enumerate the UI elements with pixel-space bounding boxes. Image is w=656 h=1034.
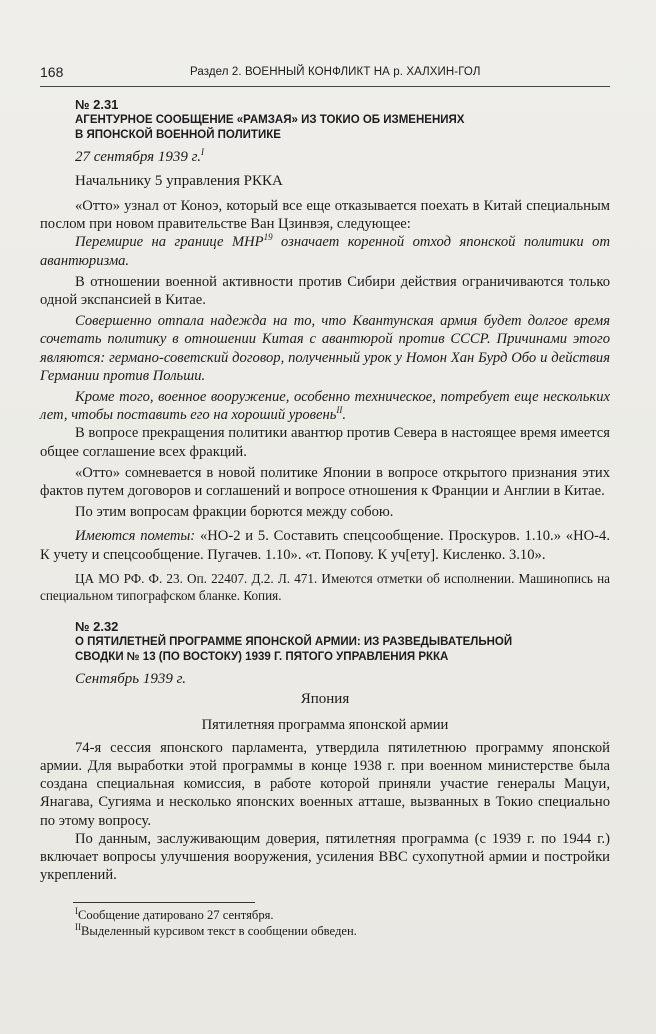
doc-231-title-line2: В ЯПОНСКОЙ ВОЕННОЙ ПОЛИТИКЕ <box>75 129 281 141</box>
doc-231-paragraph-1: «Отто» узнал от Коноэ, который все еще отказывается поехать в Китай специальным послом при новом правительстве Ван Цзинвэя, следующее: <box>40 198 610 233</box>
doc-232-paragraph-2: По данным, заслуживающим доверия, пятилетняя программа (с 1939 г. по 1944 г.) включает вопросы улучшения вооружения, усиления ВВС сухопутной армии и постройки укреплений. <box>40 830 610 884</box>
doc-231-date <box>75 147 610 167</box>
doc-231-paragraph-2 <box>40 233 610 269</box>
doc-231-p5-text: Кроме того, военное вооружение, особенно техническое, потребует еще нескольких лет, чтобы поставить его на хороший уровень <box>40 389 610 424</box>
doc-231-date-text: 27 сентября 1939 г. <box>75 149 202 165</box>
doc-231-title-line1: АГЕНТУРНОЕ СООБЩЕНИЕ «РАМЗАЯ» ИЗ ТОКИО ОБ ИЗМЕНЕНИЯХ <box>75 114 465 126</box>
page-content <box>40 96 610 884</box>
footnote-ref-1: I <box>201 147 205 157</box>
doc-231-notes-text: «НО-2 и 5. Составить спецсообщение. Проскуров. 1.10.» «НО-4. К учету и спецсообщение. Пугачев. 1.10». «т. Попову. К уч[ету]. Кисленко. 3.10». <box>40 528 610 563</box>
doc-231-paragraph-6: В вопросе прекращения политики авантюр против Севера в настоящее время имеется общее соглашение всех фракций. <box>40 425 610 460</box>
doc-231-paragraph-3: В отношении военной активности против Сибири действия ограничиваются только одной экспансией в Китае. <box>40 273 610 309</box>
page-header <box>40 64 610 87</box>
doc-231-notes-label: Имеются пометы: <box>75 528 196 545</box>
footnote-1 <box>75 907 610 923</box>
doc-231-paragraph-5: Кроме того, военное вооружение, особенно техническое, потребует еще нескольких лет, чтобы поставить его на хороший уровень$^{II}$. <box>40 389 610 424</box>
doc-231-archive-reference: ЦА МО РФ. Ф. 23. Оп. 22407. Д.2. Л. 471. Имеются отметки об исполнении. Машинопись на специальном типографском бланке. Копия. <box>40 570 610 603</box>
doc-231-p2-text-a: Перемирие на границе МНР <box>75 234 264 251</box>
doc-232-number: № 2.32 <box>75 618 119 634</box>
doc-232-title-line1: О ПЯТИЛЕТНЕЙ ПРОГРАММЕ ЯПОНСКОЙ АРМИИ: ИЗ РАЗВЕДЫВАТЕЛЬНОЙ <box>75 635 513 648</box>
footnote-2-mark: II <box>75 921 81 932</box>
doc-231-number: № 2.31 <box>75 97 119 112</box>
doc-232-title-line2: СВОДКИ № 13 (ПО ВОСТОКУ) 1939 Г. ПЯТОГО УПРАВЛЕНИЯ РККА <box>75 650 449 663</box>
doc-232-date: Сентябрь 1939 г. <box>75 670 186 687</box>
endnote-ref-19: 19 <box>263 232 273 243</box>
doc-232-heading: Япония <box>300 690 350 707</box>
doc-232-subheading: Пятилетняя программа японской армии <box>201 716 449 733</box>
footnote-ref-2: II <box>336 405 343 416</box>
footnote-2 <box>75 923 610 939</box>
doc-231-paragraph-4: Совершенно отпала надежда на то, что Квантунская армия будет долгое время сочетать политику в отношении Китая с авантюрой против СССР. Причинами этого являются: германо-советский договор, полученный урок у Номон Хан Бурд Обо и действия Германии против Польши. <box>40 313 610 384</box>
running-head: Раздел 2. ВОЕННЫЙ КОНФЛИКТ НА р. ХАЛХИН-ГОЛ <box>190 66 481 78</box>
footnote-2-text: Выделенный курсивом текст в сообщении обведен. <box>81 924 357 938</box>
doc-231-addressee: Начальнику 5 управления РККА <box>75 173 283 189</box>
footnote-1-text: Сообщение датировано 27 сентября. <box>78 908 274 922</box>
page-number: 168 <box>40 64 64 80</box>
doc-231-notes <box>40 527 610 563</box>
doc-231-paragraph-7: «Отто» сомневается в новой политике Японии в вопросе открытого признания этих фактов путем договоров и соглашений и вопросе отношения к Франции и Англии в Китае. <box>40 464 610 500</box>
doc-231-paragraph-8: По этим вопросам фракции борются между собою. <box>75 504 394 521</box>
footnote-1-mark: I <box>75 905 78 916</box>
doc-232-paragraph-1: 74-я сессия японского парламента, утвердила пятилетнюю программу японской армии. Для выработки этой программы в конце 1938 г. при военном министерстве была создана специальная комиссия, в работе которой приняли участие генералы Мацуи, Янагава, Сугияма и несколько японских военных атташе, вызванных в Токио специально по этому вопросу. <box>40 739 610 829</box>
footnote-divider <box>73 902 255 903</box>
doc-231-p2-text-b: означает коренной отход японской политики от авантюризма. <box>40 234 610 269</box>
footnotes <box>40 902 610 939</box>
